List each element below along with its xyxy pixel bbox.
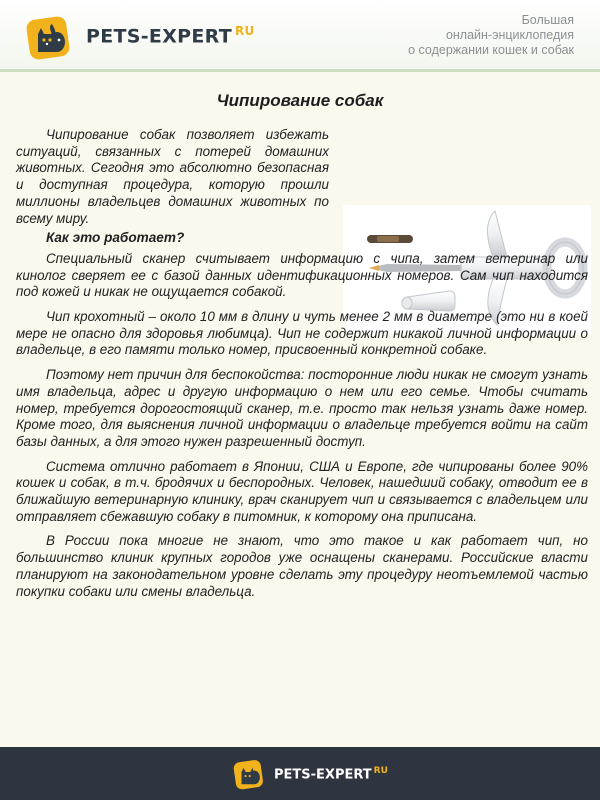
site-tagline: [408, 13, 574, 58]
footer-brand-suffix: RU: [373, 766, 388, 776]
site-header: [0, 0, 600, 72]
cat-dog-logo-icon[interactable]: [24, 12, 74, 62]
tagline-line-3: о содержании кошек и собак: [408, 43, 574, 57]
article-paragraph: Чип крохотный – около 10 мм в длину и чуть менее 2 мм в диаметре (это ни в коей мере не опасно для здоровья любимца). Чип не содержит никакой личной информации о владельце, в его памяти только номер, присвоенный конкретной собаке.: [16, 309, 588, 358]
article-paragraph: Специальный сканер считывает информацию с чипа, затем ветеринар или кинолог сверяет ее с базой данных идентификационных номеров. Сам чип находится под кожей и никак не ощущается собакой.: [16, 250, 588, 300]
tagline-line-2: онлайн-энциклопедия: [445, 28, 574, 42]
article-subheading: Как это работает?: [46, 230, 185, 246]
article-content: [0, 75, 600, 747]
site-footer: [0, 747, 600, 800]
article-paragraph: В России пока многие не знают, что это такое и как работает чип, но большинство клиник крупных городов уже оснащены сканерами. Российские власти планируют на законодательном уровне сделать эту процедуру неотъемлемой частью покупки собаки или смены владельца.: [16, 533, 588, 599]
tagline-line-1: Большая: [521, 13, 574, 27]
article-paragraph: Поэтому нет причин для беспокойства: посторонние люди никак не смогут узнать имя владельца, адрес и другую информацию о нем или его семье. Чтобы считать номер, требуется дорогостоящий сканер, т.е. просто так нельзя узнать даже номер. Кроме того, для выяснения личной информации о владельце требуется войти на сайт базы данных, а для этого нужен разрешенный доступ.: [16, 367, 588, 449]
brand-suffix: RU: [235, 24, 255, 38]
footer-brand-name[interactable]: PETS-EXPERT $^{RU}$: [274, 766, 388, 783]
article-body: [16, 127, 588, 608]
cat-dog-logo-icon[interactable]: [232, 757, 266, 791]
article-title: Чипирование собак: [216, 91, 384, 110]
article-intro: Чипирование собак позволяет избежать ситуаций, связанных с потерей домашних животных. Сегодня это абсолютно безопасная и доступная процедура, которую прошли миллионы владельцев домашних животных по всему миру.: [16, 127, 329, 226]
brand-name[interactable]: PETS-EXPERT $^{RU}$: [86, 24, 255, 48]
article-paragraph: Система отлично работает в Японии, США и Европе, где чипированы более 90% кошек и собак, в т.ч. бродячих и беспородных. Человек, нашедший собаку, отводит ее в ближайшую ветеринарную клинику, врач сканирует чип и связывается с владельцем или отправляет сбежавшую собаку в питомник, к которому она приписана.: [16, 458, 588, 524]
